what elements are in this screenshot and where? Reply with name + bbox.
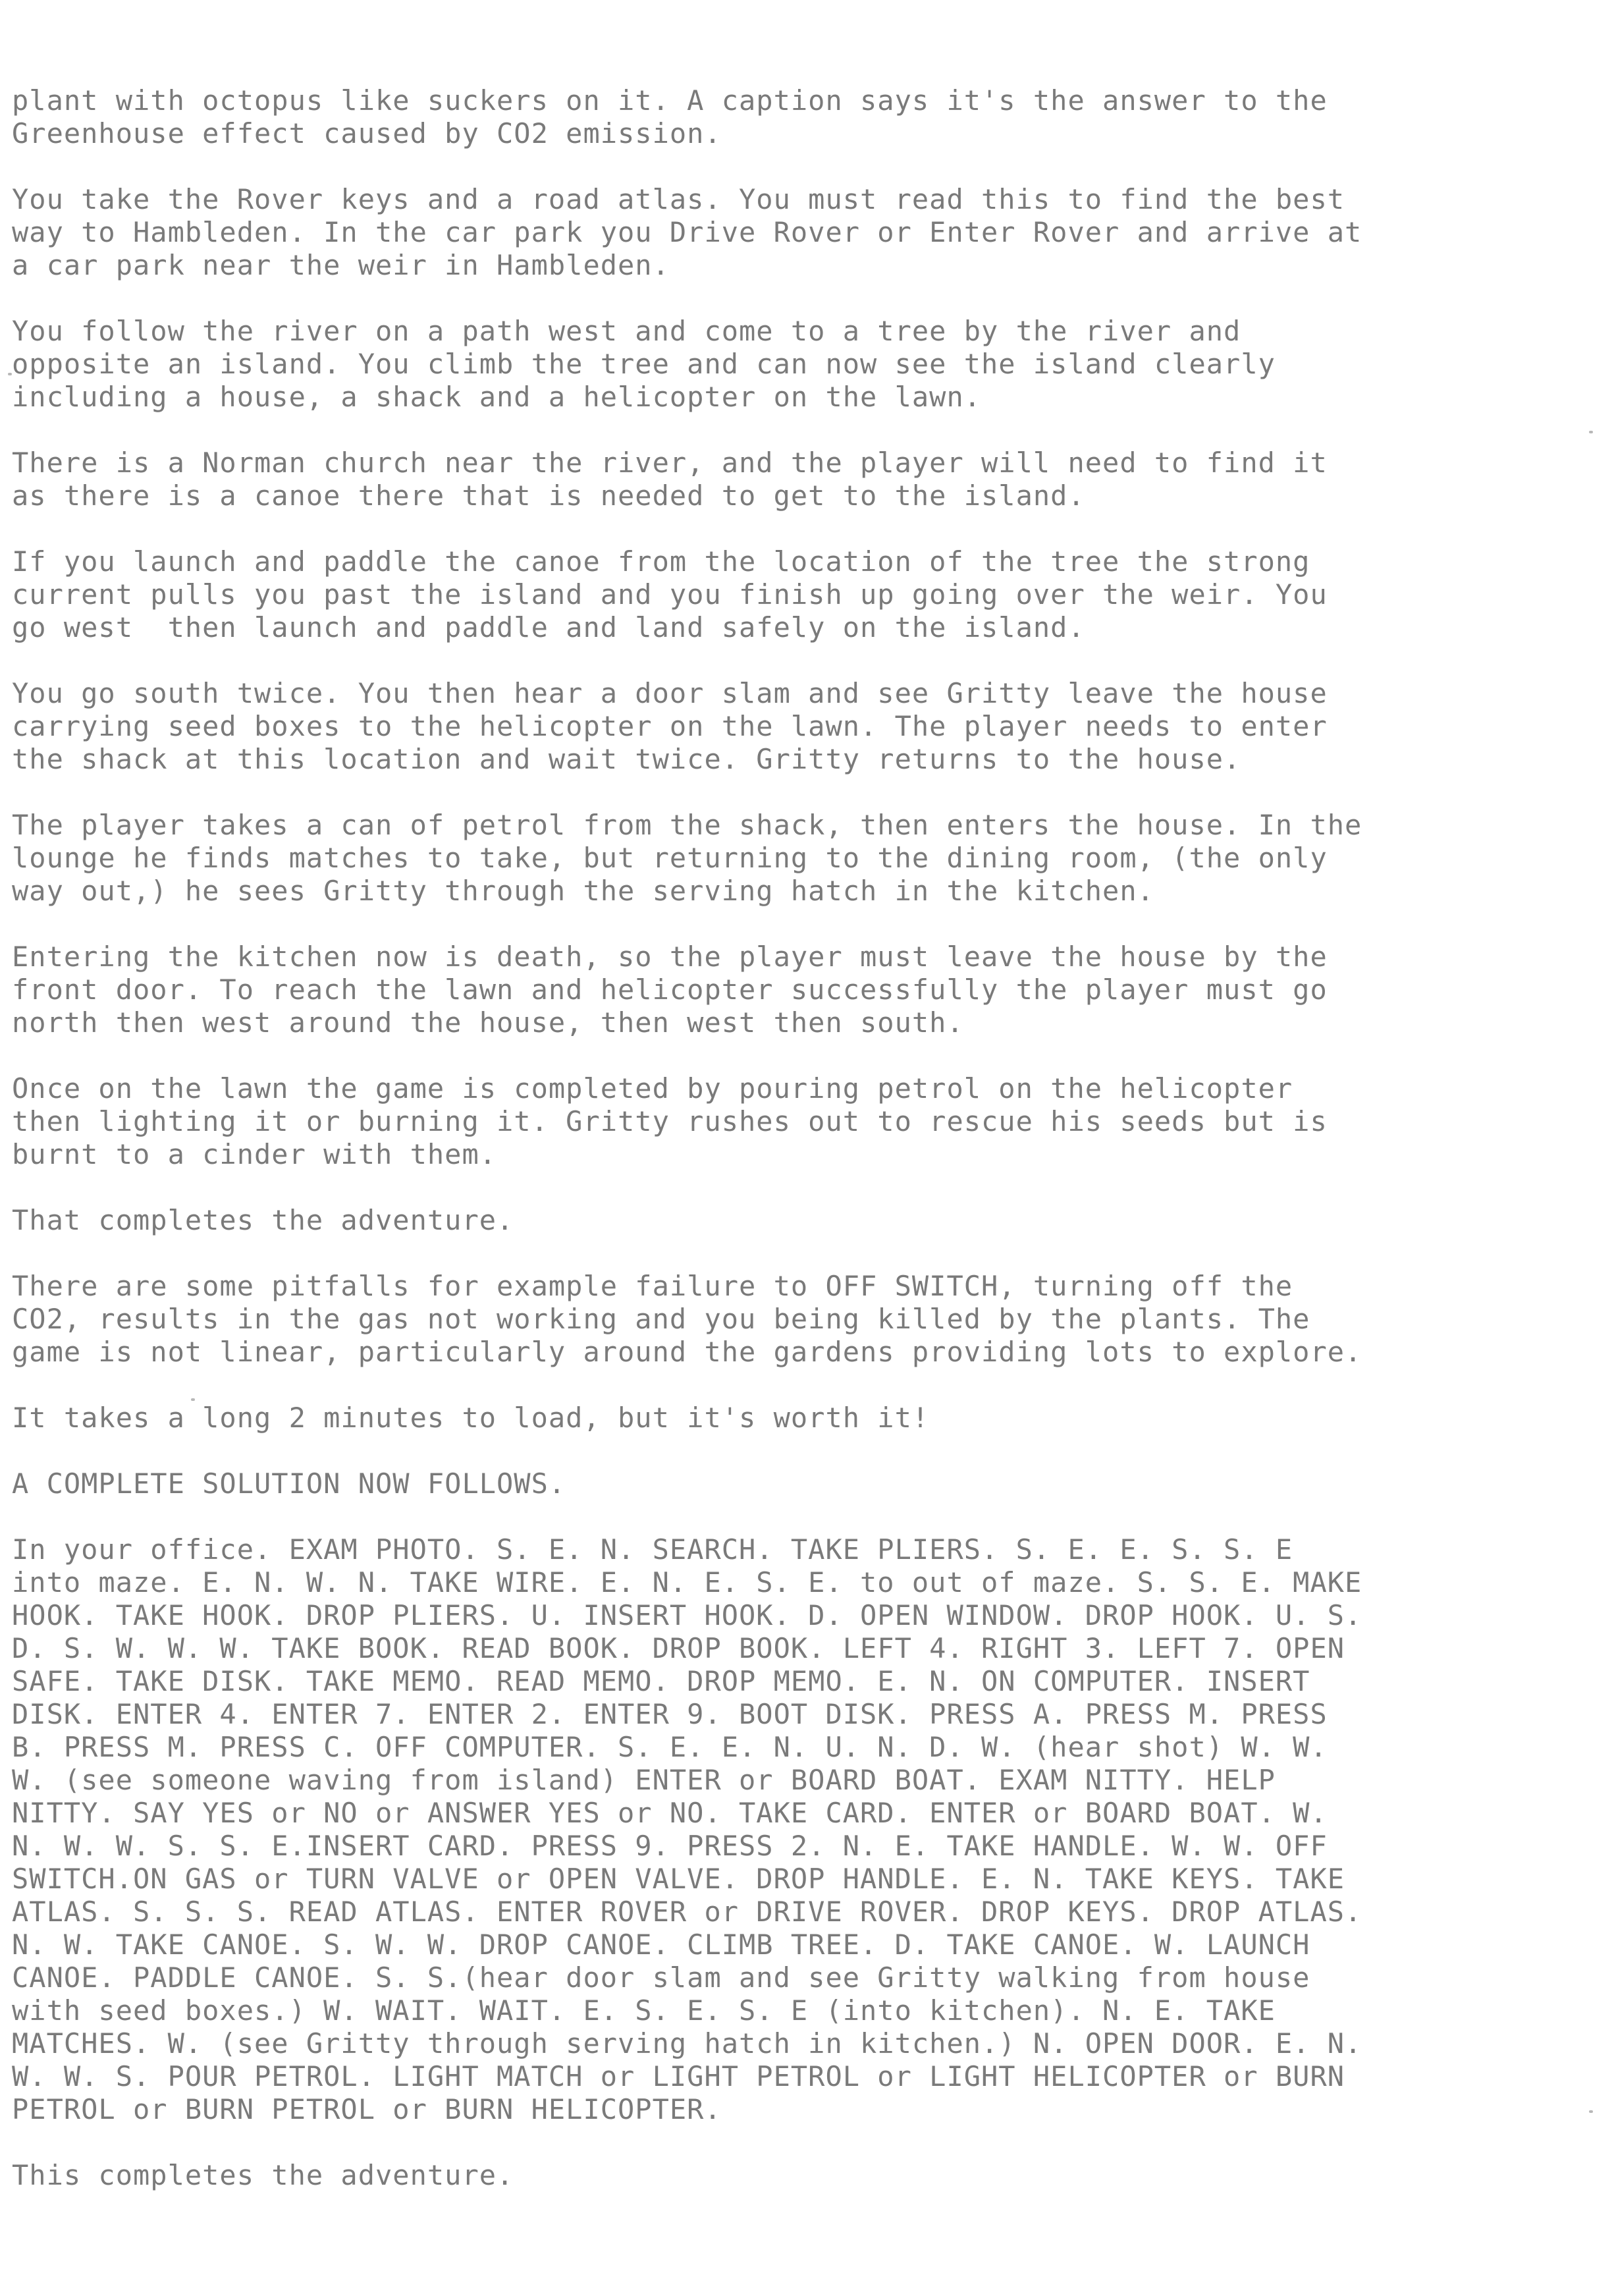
paragraph-load-time: It takes a long 2 minutes to load, but it's worth it! (12, 1402, 930, 1434)
paragraph-petrol-matches: The player takes a can of petrol from the shack, then enters the house. In the lounge he finds matches to take, but returning to the dining room, (the only way out,) he sees Gritty through the serving hatch in the kitchen. (12, 809, 1362, 907)
paragraph-river-tree: You follow the river on a path west and come to a tree by the river and opposite an island. You climb the tree and can now see the island clearly including a house, a shack and a helicopter on the lawn. (12, 315, 1276, 413)
scan-speck (1589, 431, 1593, 433)
paragraph-complete-solution: In your office. EXAM PHOTO. S. E. N. SEARCH. TAKE PLIERS. S. E. E. S. S. E into maze. E. N. W. N. TAKE WIRE. E. N. E. S. E. to out of maze. S. S. E. MAKE HOOK. TAKE HOOK. DROP PLIERS. U. INSERT HOOK. D. OPEN WINDOW. DROP HOOK. U. S. D. S. W. W. W. TAKE BOOK. READ BOOK. DROP BOOK. LEFT 4. RIGHT 3. LEFT 7. OPEN SAFE. TAKE DISK. TAKE MEMO. READ MEMO. DROP MEMO. E. N. ON COMPUTER. INSERT DISK. ENTER 4. ENTER 7. ENTER 2. ENTER 9. BOOT DISK. PRESS A. PRESS M. PRESS B. PRESS M. PRESS C. OFF COMPUTER. S. E. E. N. U. N. D. W. (hear shot) W. W. W. (see someone waving from island) ENTER or BOARD BOAT. EXAM NITTY. HELP NITTY. SAY YES or NO or ANSWER YES or NO. TAKE CARD. ENTER or BOARD BOAT. W. N. W. W. S. S. E.INSERT CARD. PRESS 9. PRESS 2. N. E. TAKE HANDLE. W. W. OFF SWITCH.ON GAS or TURN VALVE or OPEN VALVE. DROP HANDLE. E. N. TAKE KEYS. TAKE ATLAS. S. S. S. READ ATLAS. ENTER ROVER or DRIVE ROVER. DROP KEYS. DROP ATLAS. N. W. TAKE CANOE. S. W. W. DROP CANOE. CLIMB TREE. D. TAKE CANOE. W. LAUNCH CANOE. PADDLE CANOE. S. S.(hear door slam and see Gritty walking from house with seed boxes.) W. WAIT. WAIT. E. S. E. S. E (into kitchen). N. E. TAKE MATCHES. W. (see Gritty through serving hatch in kitchen.) N. OPEN DOOR. E. N. W. W. S. POUR PETROL. LIGHT MATCH or LIGHT PETROL or LIGHT HELICOPTER or BURN PETROL or BURN PETROL or BURN HELICOPTER. (12, 1533, 1362, 2125)
paragraph-closing: This completes the adventure. (12, 2159, 514, 2191)
document-page (12, 84, 1605, 2192)
paragraph-solution-heading: A COMPLETE SOLUTION NOW FOLLOWS. (12, 1467, 566, 1500)
scan-speck (191, 1398, 195, 1401)
scan-speck (8, 373, 12, 375)
paragraph-norman-church: There is a Norman church near the river, and the player will need to find it as there is a canoe there that is needed to get to the island. (12, 447, 1328, 512)
paragraph-pitfalls: There are some pitfalls for example failure to OFF SWITCH, turning off the CO2, results in the gas not working and you being killed by the plants. The game is not linear, particularly around the gardens providing lots to explore. (12, 1270, 1362, 1368)
scan-speck (1589, 2110, 1593, 2113)
paragraph-gritty-shack: You go south twice. You then hear a door slam and see Gritty leave the house carrying seed boxes to the helicopter on the lawn. The player needs to enter the shack at this location and wait twice. Gritty returns to the house. (12, 677, 1328, 775)
paragraph-greenhouse-plant: plant with octopus like suckers on it. A caption says it's the answer to the Greenhouse effect caused by CO2 emission. (12, 84, 1328, 150)
paragraph-canoe-launch: If you launch and paddle the canoe from the location of the tree the strong current pulls you past the island and you finish up going over the weir. You go west then launch and paddle and land safely on the island. (12, 545, 1328, 643)
paragraph-rover-keys: You take the Rover keys and a road atlas. You must read this to find the best way to Hambleden. In the car park you Drive Rover or Enter Rover and arrive at a car park near the weir in Hambleden. (12, 183, 1362, 281)
paragraph-lawn-helicopter: Once on the lawn the game is completed by pouring petrol on the helicopter then lighting it or burning it. Gritty rushes out to rescue his seeds but is burnt to a cinder with them. (12, 1072, 1328, 1170)
paragraph-kitchen-death: Entering the kitchen now is death, so the player must leave the house by the front door. To reach the lawn and helicopter successfully the player must go north then west around the house, then west then south. (12, 941, 1328, 1039)
paragraph-completes-adventure: That completes the adventure. (12, 1204, 514, 1236)
